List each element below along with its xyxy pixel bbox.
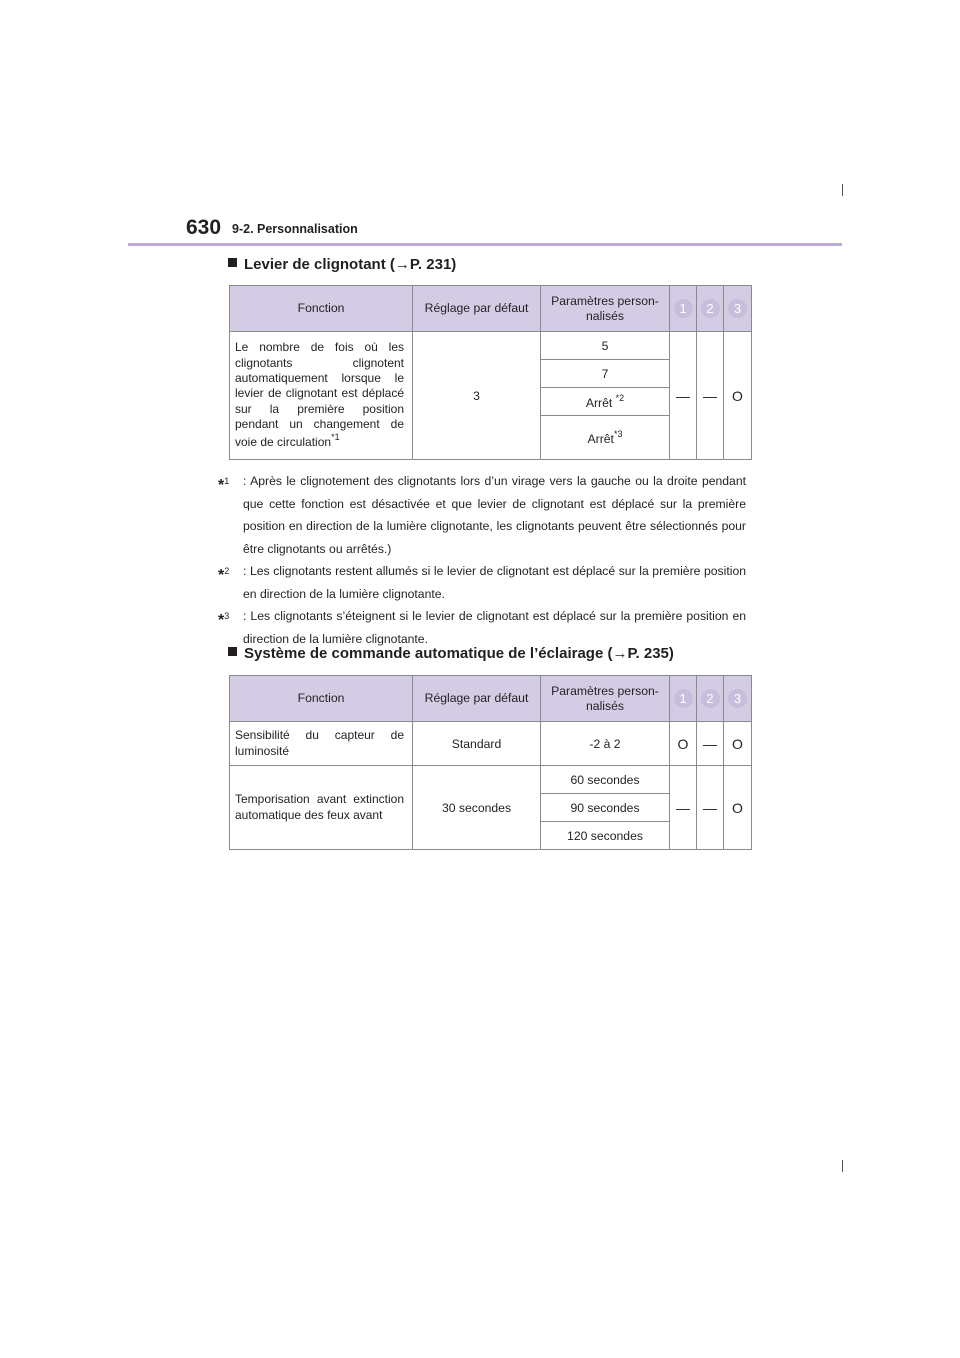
cell-option: 7 <box>541 360 670 388</box>
cell-option: Arrêt $^{*2}$ <box>541 388 670 416</box>
header-method-2 <box>697 676 724 722</box>
header-method-2 <box>697 286 724 332</box>
header-default: Réglage par défaut <box>413 286 541 332</box>
cell-fonction: Temporisation avant extinction automatique des feux avant <box>230 766 413 850</box>
method-3-badge: 3 <box>728 299 747 318</box>
method-1-badge: 1 <box>674 689 693 708</box>
header-custom: Paramètres person- nalisés <box>541 676 670 722</box>
cell-option: -2 à 2 <box>541 722 670 766</box>
footnote-2 <box>218 560 746 605</box>
cell-mark-2: — <box>697 766 724 850</box>
header-rule <box>128 243 842 246</box>
cell-mark-3: O <box>724 332 752 460</box>
cell-default: 3 <box>413 332 541 460</box>
cell-fonction: Sensibilité du capteur de luminosité <box>230 722 413 766</box>
crop-mark-top <box>842 184 843 196</box>
header-default: Réglage par défaut <box>413 676 541 722</box>
header-method-3 <box>724 286 752 332</box>
header-fonction: Fonction <box>230 286 413 332</box>
cell-mark-2: — <box>697 722 724 766</box>
method-2-badge: 2 <box>701 299 720 318</box>
square-bullet-icon <box>228 647 237 656</box>
page-number: 630 <box>186 216 222 239</box>
section-title: Système de commande automatique de l’éclairage (→P. 235) <box>244 645 674 662</box>
header-method-1 <box>670 676 697 722</box>
cell-mark-1: — <box>670 332 697 460</box>
method-3-badge: 3 <box>728 689 747 708</box>
header-method-3 <box>724 676 752 722</box>
header-method-1 <box>670 286 697 332</box>
footnote-marker: *$^3$ <box>218 611 230 629</box>
square-bullet-icon <box>228 258 237 267</box>
footnote-ref: *2 <box>615 393 625 403</box>
cell-default: 30 secondes <box>413 766 541 850</box>
cell-option: Arrêt$^{*3}$ <box>541 416 670 460</box>
crop-mark-bottom <box>842 1160 843 1172</box>
cell-mark-2: — <box>697 332 724 460</box>
header-custom: Paramètres person- nalisés <box>541 286 670 332</box>
footnote-marker: *$^2$ <box>218 566 230 584</box>
cell-option: 5 <box>541 332 670 360</box>
running-head: 9-2. Personnalisation <box>232 222 358 236</box>
section-heading-lighting <box>228 645 674 662</box>
cell-option: 60 secondes <box>541 766 670 794</box>
footnote-text: : Les clignotants s’éteignent si le levier de clignotant est déplacé sur la première position en direction de la lumière clignotante. <box>243 609 746 646</box>
footnote-text: : Les clignotants restent allumés si le levier de clignotant est déplacé sur la première position en direction de la lumière clignotante. <box>243 564 746 601</box>
footnote-ref: *3 <box>613 429 623 439</box>
turn-signal-table <box>229 285 752 460</box>
lighting-table <box>229 675 752 850</box>
footnote-marker: *$^1$ <box>218 476 230 494</box>
footnote-ref: *1 <box>331 432 340 443</box>
method-2-badge: 2 <box>701 689 720 708</box>
footnote-3 <box>218 605 746 650</box>
cell-mark-1: — <box>670 766 697 850</box>
cell-default: Standard <box>413 722 541 766</box>
method-1-badge: 1 <box>674 299 693 318</box>
section-heading-turn-signal <box>228 256 456 273</box>
cell-mark-1: O <box>670 722 697 766</box>
cell-option: 90 secondes <box>541 794 670 822</box>
cell-mark-3: O <box>724 722 752 766</box>
section-title: Levier de clignotant (→P. 231) <box>244 256 457 273</box>
cell-option: 120 secondes <box>541 822 670 850</box>
footnote-text: : Après le clignotement des clignotants lors d’un virage vers la gauche ou la droite pendant que cette fonction est désactivée et que levier de clignotant est déplacé sur la première position en direction de la lumière clignotante, les clignotants peuvent être sélectionnés pour être clignotants ou arrêtés.) <box>243 474 746 556</box>
cell-fonction: Le nombre de fois où les clignotants clignotent automatiquement lorsque le levier de clignotant est déplacé sur la première position pendant un changement de voie de circulation$^{*1}$ <box>230 332 413 460</box>
footnote-1 <box>218 470 746 560</box>
cell-mark-3: O <box>724 766 752 850</box>
header-fonction: Fonction <box>230 676 413 722</box>
